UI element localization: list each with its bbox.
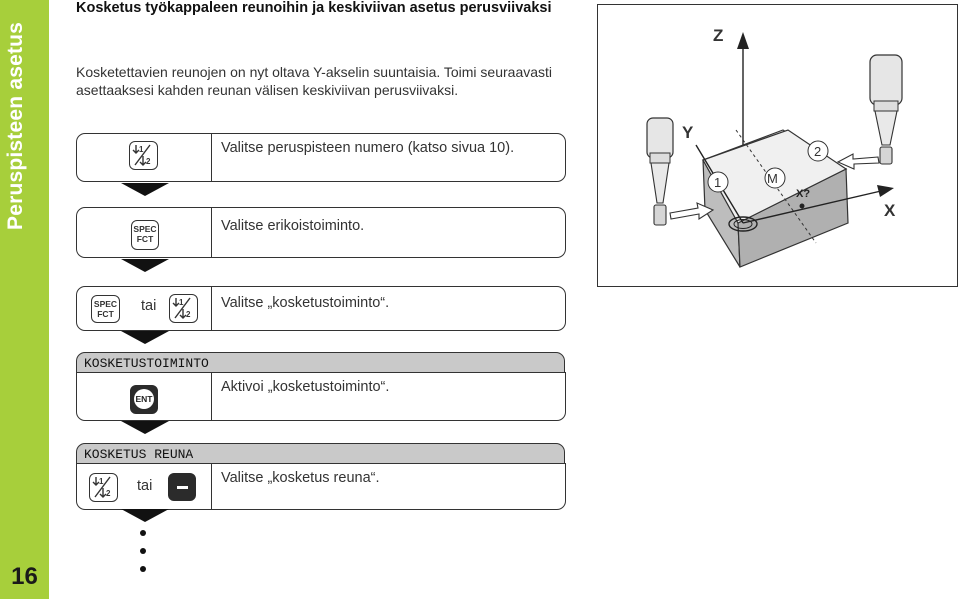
svg-text:M: M: [767, 171, 778, 186]
y-axis-label: Y: [682, 123, 694, 142]
left-probe: [647, 118, 673, 225]
continuation-dot: [140, 566, 146, 572]
step-2-text: Valitse erikoistoiminto.: [221, 218, 365, 234]
datum-select-icon[interactable]: [129, 141, 158, 170]
step-1-text: Valitse peruspisteen numero (katso sivua 10).: [221, 140, 515, 156]
svg-text:1: 1: [179, 298, 184, 307]
or-label: tai: [137, 478, 153, 494]
display-text: KOSKETUSTOIMINTO: [76, 352, 565, 373]
center-point: [800, 204, 805, 209]
or-label: tai: [141, 298, 157, 314]
step-arrow: [121, 331, 169, 344]
x-axis-label: X: [884, 201, 896, 220]
ent-key-icon[interactable]: ENT: [130, 385, 158, 414]
step-4-text: Aktivoi „kosketustoiminto“.: [221, 379, 390, 395]
spec-fct-key-icon[interactable]: SPEC FCT: [131, 220, 159, 250]
svg-text:2: 2: [814, 144, 822, 159]
step-box-4: [76, 372, 566, 421]
datum-select-icon[interactable]: [169, 294, 198, 323]
step-box-2: [76, 207, 566, 258]
step-box-1: [76, 133, 566, 182]
probing-diagram: [597, 4, 958, 287]
step-arrow: [121, 509, 169, 522]
step-arrow: [121, 259, 169, 272]
step-5-text: Valitse „kosketus reuna“.: [221, 470, 380, 486]
datum-select-icon[interactable]: [89, 473, 118, 502]
page-number: 16: [11, 563, 38, 590]
step-3-text: Valitse „kosketustoiminto“.: [221, 295, 390, 311]
right-probe-arrow: [838, 154, 879, 169]
svg-text:1: 1: [99, 477, 104, 486]
svg-text:2: 2: [146, 157, 151, 166]
step-box-3: [76, 286, 566, 331]
chapter-title: Peruspisteen asetus: [4, 21, 27, 230]
minus-key-icon[interactable]: [168, 473, 196, 501]
step-box-5: [76, 463, 566, 510]
intro-paragraph: Kosketettavien reunojen on nyt oltava Y-akselin suuntaisia. Toimi seuraavasti asettaaksesi kahden reunan välisen keskiviivan perusviivaksi.: [76, 64, 553, 98]
right-probe: [870, 55, 902, 164]
chapter-sidebar: [0, 0, 49, 599]
svg-text:2: 2: [106, 489, 111, 498]
svg-text:1: 1: [139, 145, 144, 154]
continuation-dot: [140, 548, 146, 554]
x-axis-arrowhead: [877, 185, 894, 197]
x-query-label: X?: [796, 188, 811, 200]
step-arrow: [121, 183, 169, 196]
step-arrow: [121, 421, 169, 434]
spec-fct-key-icon[interactable]: SPEC FCT: [91, 295, 120, 323]
display-text: KOSKETUS REUNA: [76, 443, 565, 464]
continuation-dot: [140, 530, 146, 536]
section-heading: Kosketus työkappaleen reunoihin ja keskiviivan asetus perusviivaksi: [76, 0, 552, 16]
svg-text:2: 2: [186, 310, 191, 319]
z-axis-label: Z: [713, 26, 724, 45]
z-axis-arrowhead: [737, 32, 749, 49]
svg-text:1: 1: [714, 175, 722, 190]
